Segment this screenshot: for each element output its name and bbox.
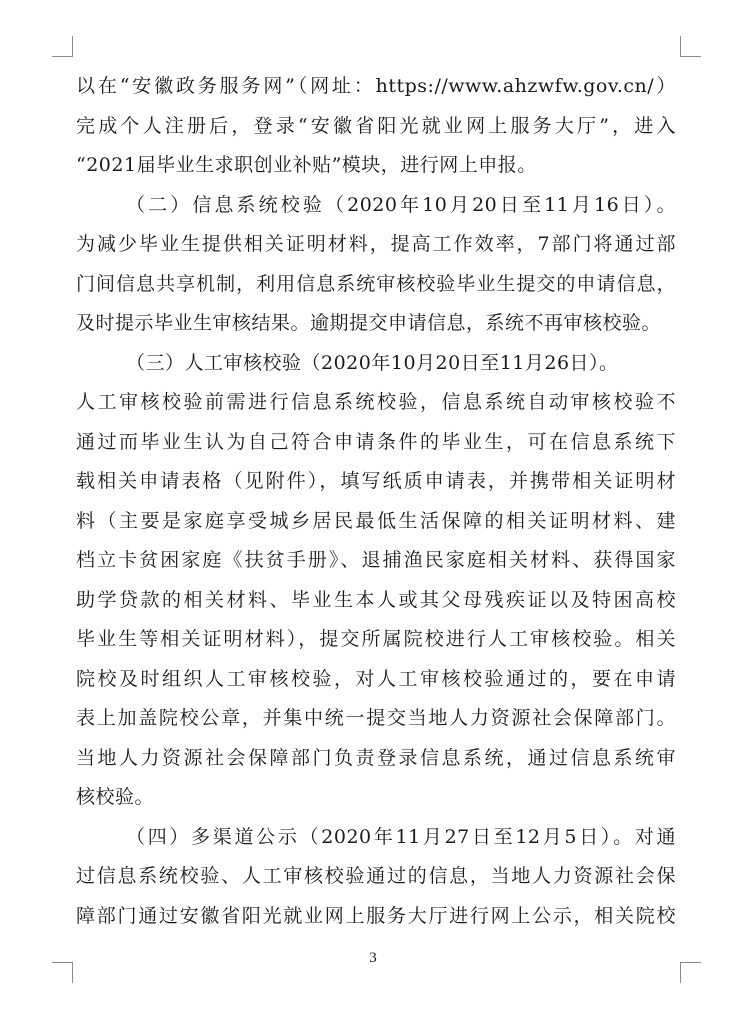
text-line: 障部门通过安徽省阳光就业网上服务大厅进行网上公示，相关院校 [76,904,676,927]
text-line: 以在“安徽政务服务网”（网址：https://www.ahzwfw.gov.cn/） [76,75,676,97]
text-line: 料（主要是家庭享受城乡居民最低生活保障的相关证明材料、建 [76,509,676,532]
text-line: 档立卡贫困家庭《扶贫手册》、退捕渔民家庭相关材料、获得国家 [76,549,676,571]
text-line: 人工审核校验前需进行信息系统校验，信息系统自动审核校验不 [76,391,676,413]
text-line: （三）人工审核校验（2020年10月20日至11月26日）。 [126,351,619,374]
text-line: 门间信息共享机制，利用信息系统审核校验毕业生提交的申请信息， [76,272,676,295]
text-line: 通过而毕业生认为自己符合申请条件的毕业生，可在信息系统下 [76,430,676,453]
text-line: 为减少毕业生提供相关证明材料，提高工作效率，7部门将通过部 [76,233,676,255]
text-line: 完成个人注册后，登录“安徽省阳光就业网上服务大厅”，进入 [76,114,676,137]
text-line: 当地人力资源社会保障部门负责登录信息系统，通过信息系统审 [76,746,676,769]
text-line: 过信息系统校验、人工审核校验通过的信息，当地人力资源社会保 [76,865,676,887]
crop-mark-top-left [52,36,73,57]
text-line: （二）信息系统校验（2020年10月20日至11月16日）。 [126,193,676,216]
text-line: 表上加盖院校公章，并集中统一提交当地人力资源社会保障部门。 [76,707,676,729]
text-line: 院校及时组织人工审核校验，对人工审核校验通过的，要在申请 [76,667,676,690]
text-line: （四）多渠道公示（2020年11月27日至12月5日）。对通 [126,825,676,848]
page-number: 3 [369,950,377,966]
text-line: 及时提示毕业生审核结果。逾期提交申请信息，系统不再审核校验。 [76,312,662,334]
text-line: 助学贷款的相关材料、毕业生本人或其父母残疾证以及特困高校 [76,588,676,611]
body-text [76,67,676,936]
text-line: “2021届毕业生求职创业补贴”模块，进行网上申报。 [76,154,537,176]
text-line: 载相关申请表格（见附件），填写纸质申请表，并携带相关证明材 [76,470,676,492]
text-line: 毕业生等相关证明材料），提交所属院校进行人工审核校验。相关 [76,628,676,650]
crop-mark-top-right [680,36,701,57]
text-line: 核校验。 [76,786,155,808]
